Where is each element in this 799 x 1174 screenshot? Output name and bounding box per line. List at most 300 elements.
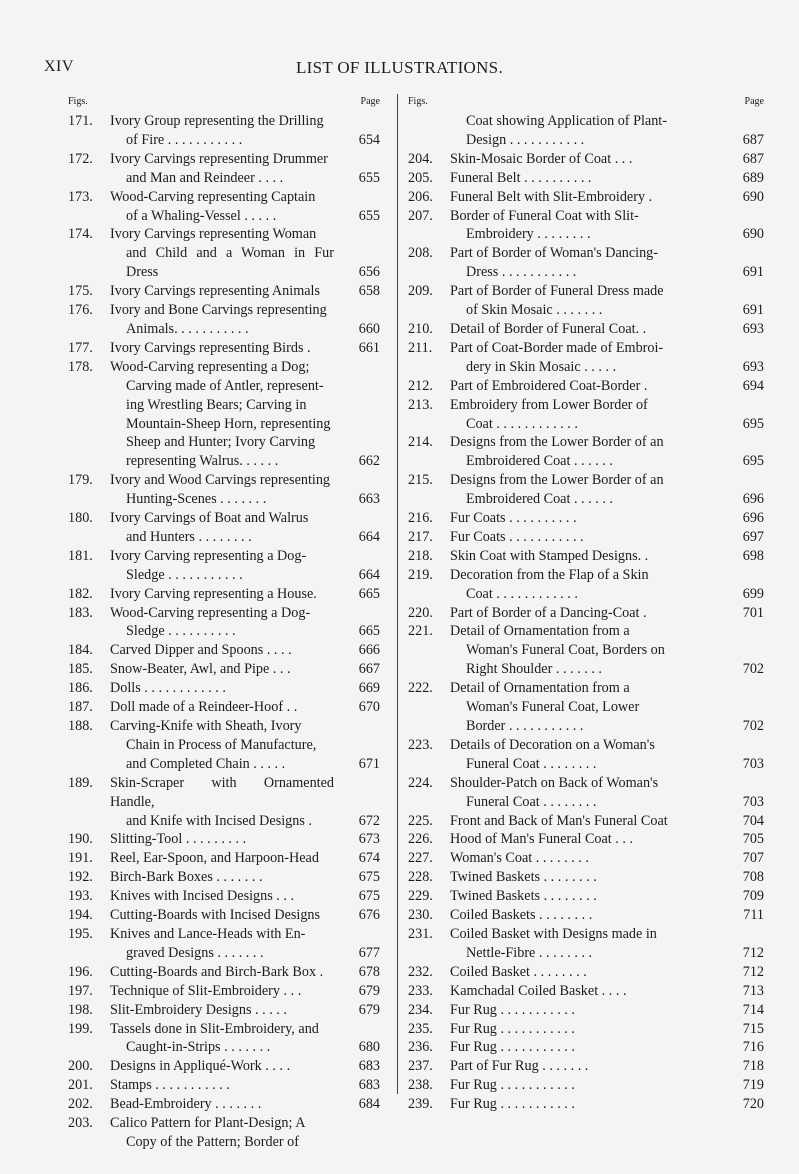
page-number-ref: 714 — [742, 1001, 764, 1018]
caption-line: Coat . . . . . . . . . . . . — [466, 415, 578, 432]
caption-line: Embroidered Coat . . . . . . — [466, 453, 613, 470]
illustration-entry — [408, 1057, 764, 1076]
figure-number: 236. — [408, 1039, 433, 1056]
illustration-entry — [408, 396, 764, 434]
figure-caption — [110, 225, 334, 282]
caption-line: Wood-Carving representing Captain — [110, 188, 316, 205]
figure-number: 237. — [408, 1058, 433, 1075]
figure-number: 190. — [68, 831, 93, 848]
page-number-ref: 693 — [742, 358, 764, 375]
caption-line: Detail of Border of Funeral Coat. . — [450, 320, 647, 337]
illustration-entry — [408, 377, 764, 396]
figure-caption — [110, 339, 334, 358]
caption-line: Caught-in-Strips . . . . . . . — [126, 1039, 271, 1056]
left-column-header — [68, 96, 380, 112]
figure-number: 214. — [408, 434, 433, 451]
illustration-entry — [68, 660, 380, 679]
figure-number: 221. — [408, 623, 433, 640]
figure-caption — [450, 887, 718, 906]
page-number-ref: 704 — [742, 812, 764, 829]
caption-line: and Man and Reindeer . . . . — [126, 169, 284, 186]
caption-line: Coiled Baskets . . . . . . . . — [450, 907, 593, 924]
figure-caption — [110, 471, 334, 509]
page-number-ref: 699 — [742, 585, 764, 602]
illustration-entry — [408, 679, 764, 736]
illustration-entry — [68, 1076, 380, 1095]
figure-caption — [110, 585, 334, 604]
caption-line: Part of Border of Funeral Dress made — [450, 283, 664, 300]
caption-line: Slit-Embroidery Designs . . . . . — [110, 1001, 287, 1018]
illustration-entry — [408, 925, 764, 963]
page-number-ref: 661 — [358, 339, 380, 356]
caption-line: Carving made of Antler, represent- — [126, 377, 324, 394]
page-number-ref: 655 — [358, 169, 380, 186]
caption-line: Part of Fur Rug . . . . . . . — [450, 1058, 589, 1075]
page-number-ref: 669 — [358, 680, 380, 697]
caption-line: Fur Coats . . . . . . . . . . . — [450, 528, 584, 545]
figure-number: 226. — [408, 831, 433, 848]
illustration-entry — [68, 547, 380, 585]
right-column-header — [408, 96, 764, 112]
figure-caption — [110, 660, 334, 679]
illustration-entry — [408, 169, 764, 188]
figure-caption — [110, 906, 334, 925]
figure-caption — [110, 717, 334, 774]
caption-line: Fur Rug . . . . . . . . . . . — [450, 1096, 575, 1113]
illustration-entry — [68, 1114, 380, 1152]
illustration-entry — [68, 1001, 380, 1020]
page-number-ref: 666 — [358, 642, 380, 659]
figure-number: 219. — [408, 566, 433, 583]
figure-caption — [110, 547, 334, 585]
illustration-entry — [68, 585, 380, 604]
caption-line: Reel, Ear-Spoon, and Harpoon-Head — [110, 850, 319, 867]
illustration-entry — [68, 225, 380, 282]
page-number-ref: 713 — [742, 982, 764, 999]
page-number-ref: 662 — [358, 453, 380, 470]
illustration-entry — [68, 604, 380, 642]
figure-number: 177. — [68, 339, 93, 356]
figure-number: 193. — [68, 888, 93, 905]
caption-line: Wood-Carving representing a Dog- — [110, 604, 311, 621]
illustration-entry — [68, 1057, 380, 1076]
figure-number: 216. — [408, 510, 433, 527]
caption-line: representing Walrus. . . . . . — [126, 453, 279, 470]
caption-line: Fur Coats . . . . . . . . . . — [450, 510, 577, 527]
figure-caption — [450, 547, 718, 566]
figure-caption — [450, 1020, 718, 1039]
left-column — [68, 96, 380, 1152]
caption-line: Ivory and Wood Carvings representing — [110, 472, 331, 489]
caption-line: Embroidery . . . . . . . . — [466, 226, 591, 243]
figure-number: 201. — [68, 1077, 93, 1094]
caption-line: Detail of Ornamentation from a — [450, 623, 630, 640]
caption-line: Ivory Carvings representing Animals — [110, 283, 321, 300]
page-number-ref: 687 — [742, 150, 764, 167]
illustration-entry — [408, 528, 764, 547]
figure-number: 220. — [408, 604, 433, 621]
illustration-entry — [68, 830, 380, 849]
illustration-entry — [408, 339, 764, 377]
figure-caption — [450, 963, 718, 982]
page-number-ref: 708 — [742, 869, 764, 886]
illustration-entry — [408, 509, 764, 528]
page-number-ref: 702 — [742, 661, 764, 678]
figure-number: 173. — [68, 188, 93, 205]
figure-number: 174. — [68, 226, 93, 243]
page-number-ref: 678 — [358, 963, 380, 980]
page-number-ref: 673 — [358, 831, 380, 848]
figure-caption — [110, 1076, 334, 1095]
page-number-ref: 694 — [742, 377, 764, 394]
illustration-entry — [68, 509, 380, 547]
page-number-ref: 697 — [742, 528, 764, 545]
caption-line: graved Designs . . . . . . . — [126, 944, 264, 961]
figure-number: 224. — [408, 774, 433, 791]
page-number-ref: 660 — [358, 320, 380, 337]
figure-caption — [450, 849, 718, 868]
caption-line: Sledge . . . . . . . . . . . — [126, 566, 243, 583]
figure-number: 233. — [408, 982, 433, 999]
figure-caption — [110, 282, 334, 301]
figure-number: 198. — [68, 1001, 93, 1018]
page-number-ref: 703 — [742, 793, 764, 810]
figure-caption — [110, 112, 334, 150]
caption-line: Design . . . . . . . . . . . — [466, 131, 585, 148]
figure-caption — [110, 301, 334, 339]
illustration-entry — [68, 641, 380, 660]
caption-line: Embroidered Coat . . . . . . — [466, 491, 613, 508]
figure-caption — [450, 396, 718, 434]
figure-number: 207. — [408, 207, 433, 224]
caption-line: Designs in Appliqué-Work . . . . — [110, 1058, 291, 1075]
caption-line: Tassels done in Slit-Embroidery, and — [110, 1020, 319, 1037]
caption-line: Details of Decoration on a Woman's — [450, 736, 655, 753]
illustration-entry — [68, 1095, 380, 1114]
figure-caption — [450, 320, 718, 339]
page-number-ref: 702 — [742, 718, 764, 734]
figure-caption — [110, 188, 334, 226]
figure-caption — [450, 528, 718, 547]
caption-line: Ivory and Bone Carvings representing — [110, 302, 327, 319]
figure-number: 188. — [68, 718, 93, 734]
page-number-ref: 707 — [742, 850, 764, 867]
figure-number: 185. — [68, 661, 93, 678]
page-number-ref: 705 — [742, 831, 764, 848]
figure-number: 205. — [408, 169, 433, 186]
caption-line: Woman's Funeral Coat, Borders on — [466, 642, 665, 659]
figure-number: 210. — [408, 320, 433, 337]
caption-line: Copy of the Pattern; Border of — [126, 1133, 299, 1150]
caption-line: Decoration from the Flap of a Skin — [450, 566, 649, 583]
page-number-ref: 667 — [358, 661, 380, 678]
caption-line: Twined Baskets . . . . . . . . — [450, 888, 597, 905]
left-entry-list — [68, 112, 380, 1152]
figure-number: 176. — [68, 302, 93, 319]
caption-line: Part of Border of Woman's Dancing- — [450, 245, 659, 262]
page-number-ref: 690 — [742, 188, 764, 205]
page-label: Page — [360, 96, 380, 107]
page-number-ref: 695 — [742, 415, 764, 432]
page-title: LIST OF ILLUSTRATIONS. — [296, 58, 503, 77]
illustration-entry — [68, 982, 380, 1001]
page-number-ref: 703 — [742, 755, 764, 772]
figure-number: 225. — [408, 812, 433, 829]
figure-caption — [450, 868, 718, 887]
page-number: XIV — [44, 58, 74, 75]
illustration-entry — [408, 547, 764, 566]
figure-number: 206. — [408, 188, 433, 205]
page-number-ref: 672 — [358, 812, 380, 829]
figure-number: 215. — [408, 472, 433, 489]
caption-line: Border of Funeral Coat with Slit- — [450, 207, 639, 224]
illustration-entry — [408, 188, 764, 207]
caption-line: Front and Back of Man's Funeral Coat — [450, 812, 668, 829]
caption-line: Dolls . . . . . . . . . . . . — [110, 680, 226, 697]
figure-number: 229. — [408, 888, 433, 905]
figure-caption — [110, 358, 334, 471]
caption-line: Carved Dipper and Spoons . . . . — [110, 642, 292, 659]
page-number-ref: 691 — [742, 264, 764, 281]
figure-number: 238. — [408, 1077, 433, 1094]
caption-line: Part of Embroidered Coat-Border . — [450, 377, 648, 394]
page-number-ref: 687 — [742, 131, 764, 148]
page-number-ref: 656 — [358, 264, 380, 281]
right-column — [408, 96, 764, 1114]
page-number-ref: 711 — [743, 907, 764, 924]
page-number-ref: 675 — [358, 869, 380, 886]
caption-line: Skin-Mosaic Border of Coat . . . — [450, 150, 633, 167]
caption-line: Part of Border of a Dancing-Coat . — [450, 604, 647, 621]
page-header — [44, 58, 755, 82]
page-number-ref: 683 — [358, 1058, 380, 1075]
caption-line: and Completed Chain . . . . . — [126, 755, 286, 772]
figure-caption — [450, 150, 718, 169]
figure-caption — [450, 188, 718, 207]
figure-number: 227. — [408, 850, 433, 867]
figure-number: 230. — [408, 907, 433, 924]
illustration-entry — [408, 1076, 764, 1095]
illustration-entry — [68, 471, 380, 509]
figure-number: 231. — [408, 925, 433, 942]
page-number-ref: 690 — [742, 226, 764, 243]
caption-line: Calico Pattern for Plant-Design; A — [110, 1115, 306, 1132]
caption-line: Right Shoulder . . . . . . . — [466, 661, 602, 678]
illustration-entry — [68, 774, 380, 831]
figure-caption — [450, 1038, 718, 1057]
illustration-entry — [68, 679, 380, 698]
figure-number: 200. — [68, 1058, 93, 1075]
page-number-ref: 664 — [358, 566, 380, 583]
illustration-entry — [408, 320, 764, 339]
caption-line: Funeral Belt with Slit-Embroidery . — [450, 188, 653, 205]
caption-line: Stamps . . . . . . . . . . . — [110, 1077, 230, 1094]
figure-number: 213. — [408, 396, 433, 413]
caption-line: Ivory Carvings of Boat and Walrus — [110, 510, 309, 527]
illustration-entry — [68, 963, 380, 982]
caption-line: Slitting-Tool . . . . . . . . . — [110, 831, 247, 848]
page-number-ref: 696 — [742, 510, 764, 527]
illustration-entry — [68, 188, 380, 226]
caption-line: Bead-Embroidery . . . . . . . — [110, 1096, 262, 1113]
caption-line: Knives with Incised Designs . . . — [110, 888, 295, 905]
page-number-ref: 715 — [742, 1020, 764, 1037]
illustration-entry — [408, 830, 764, 849]
figure-number: 182. — [68, 585, 93, 602]
figs-label: Figs. — [68, 96, 88, 107]
figure-number: 186. — [68, 680, 93, 697]
caption-line: Snow-Beater, Awl, and Pipe . . . — [110, 661, 291, 678]
figure-caption — [110, 679, 334, 698]
caption-line: and Hunters . . . . . . . . — [126, 528, 252, 545]
caption-line: Funeral Coat . . . . . . . . — [466, 793, 597, 810]
page-number-ref: 712 — [742, 944, 764, 961]
illustration-entry — [408, 622, 764, 679]
figure-caption — [110, 1095, 334, 1114]
figure-caption — [110, 604, 334, 642]
page-number-ref: 680 — [358, 1039, 380, 1056]
illustration-entry — [408, 963, 764, 982]
figure-number: 195. — [68, 925, 93, 942]
figure-caption — [450, 207, 718, 245]
figure-number: 239. — [408, 1096, 433, 1113]
page-number-ref: 663 — [358, 491, 380, 508]
figure-caption — [450, 377, 718, 396]
caption-line: Ivory Carvings representing Woman — [110, 226, 317, 243]
illustration-entry — [68, 717, 380, 774]
caption-line: Coat showing Application of Plant- — [466, 113, 667, 129]
caption-line: Skin-Scraper with Ornamented Handle, — [110, 774, 334, 810]
illustration-entry — [408, 604, 764, 623]
caption-line: Detail of Ornamentation from a — [450, 680, 630, 697]
illustration-entry — [408, 244, 764, 282]
illustration-entry — [408, 849, 764, 868]
caption-line: Mountain-Sheep Horn, representing — [126, 415, 331, 432]
figure-number: 222. — [408, 680, 433, 697]
figure-number: 180. — [68, 510, 93, 527]
caption-line: Ivory Carvings representing Drummer — [110, 150, 328, 167]
figure-number: 235. — [408, 1020, 433, 1037]
illustration-entry — [408, 566, 764, 604]
illustration-entry — [408, 112, 764, 150]
figure-number: 202. — [68, 1096, 93, 1113]
figure-number: 191. — [68, 850, 93, 867]
figure-caption — [450, 830, 718, 849]
figure-number: 192. — [68, 869, 93, 886]
page-number-ref: 689 — [742, 169, 764, 186]
figure-number: 183. — [68, 604, 93, 621]
illustration-entry — [408, 1038, 764, 1057]
page-number-ref: 671 — [358, 755, 380, 772]
caption-line: Ivory Carving representing a House. — [110, 585, 317, 602]
caption-line: Ivory Carvings representing Birds . — [110, 339, 311, 356]
page-number-ref: 720 — [742, 1096, 764, 1113]
page-number-ref: 693 — [742, 320, 764, 337]
figure-caption — [450, 1076, 718, 1095]
page-number-ref: 683 — [358, 1077, 380, 1094]
illustration-entry — [408, 471, 764, 509]
illustration-entry — [68, 887, 380, 906]
caption-line: Ivory Group representing the Drilling — [110, 113, 324, 129]
caption-line: Birch-Bark Boxes . . . . . . . — [110, 869, 263, 886]
figure-caption — [450, 1001, 718, 1020]
figure-number: 196. — [68, 963, 93, 980]
page-number-ref: 676 — [358, 907, 380, 924]
figure-number: 179. — [68, 472, 93, 489]
caption-line: Woman's Funeral Coat, Lower — [466, 699, 640, 716]
page-number-ref: 665 — [358, 623, 380, 640]
figure-number: 234. — [408, 1001, 433, 1018]
caption-line: Knives and Lance-Heads with En- — [110, 925, 306, 942]
figure-caption — [450, 604, 718, 623]
illustration-entry — [408, 982, 764, 1001]
page-number-ref: 695 — [742, 453, 764, 470]
page-number-ref: 674 — [358, 850, 380, 867]
figure-caption — [450, 339, 718, 377]
page-number-ref: 701 — [742, 604, 764, 621]
figure-number: 212. — [408, 377, 433, 394]
figure-caption — [450, 679, 718, 736]
figure-number: 211. — [408, 339, 433, 356]
figure-number: 189. — [68, 774, 93, 791]
caption-line: Doll made of a Reindeer-Hoof . . — [110, 699, 298, 716]
caption-line: Border . . . . . . . . . . . — [466, 718, 584, 734]
caption-line: Wood-Carving representing a Dog; — [110, 358, 310, 375]
illustration-entry — [408, 282, 764, 320]
caption-line: Sledge . . . . . . . . . . — [126, 623, 236, 640]
figure-caption — [450, 509, 718, 528]
figure-caption — [450, 736, 718, 774]
figure-number: 209. — [408, 283, 433, 300]
page-label: Page — [744, 96, 764, 107]
figure-number: 217. — [408, 528, 433, 545]
caption-line: Fur Rug . . . . . . . . . . . — [450, 1020, 575, 1037]
illustration-entry — [68, 112, 380, 150]
page-number-ref: 684 — [358, 1096, 380, 1113]
illustration-entry — [408, 887, 764, 906]
illustration-entry — [68, 358, 380, 471]
figs-label: Figs. — [408, 96, 428, 107]
caption-line: dery in Skin Mosaic . . . . . — [466, 358, 617, 375]
figure-caption — [450, 112, 718, 150]
figure-caption — [110, 887, 334, 906]
caption-line: and Knife with Incised Designs . — [126, 812, 312, 829]
figure-caption — [450, 622, 718, 679]
figure-caption — [450, 774, 718, 812]
caption-line: Funeral Coat . . . . . . . . — [466, 755, 597, 772]
illustration-entry — [408, 868, 764, 887]
caption-line: of Fire . . . . . . . . . . . — [126, 131, 243, 148]
caption-line: Woman's Coat . . . . . . . . — [450, 850, 589, 867]
page-number-ref: 691 — [742, 302, 764, 319]
figure-number: 197. — [68, 982, 93, 999]
caption-line: Coiled Basket . . . . . . . . — [450, 963, 587, 980]
figure-caption — [110, 1020, 334, 1058]
caption-line: Coat . . . . . . . . . . . . — [466, 585, 578, 602]
caption-line: Cutting-Boards with Incised Designs — [110, 907, 321, 924]
figure-caption — [110, 925, 334, 963]
figure-caption — [110, 830, 334, 849]
page-number-ref: 712 — [742, 963, 764, 980]
caption-line: Fur Rug . . . . . . . . . . . — [450, 1001, 575, 1018]
illustration-entry — [68, 282, 380, 301]
illustration-entry — [68, 1020, 380, 1058]
figure-number: 232. — [408, 963, 433, 980]
illustration-entry — [68, 849, 380, 868]
caption-line: Coiled Basket with Designs made in — [450, 925, 657, 942]
figure-caption — [110, 963, 334, 982]
illustration-entry — [408, 812, 764, 831]
